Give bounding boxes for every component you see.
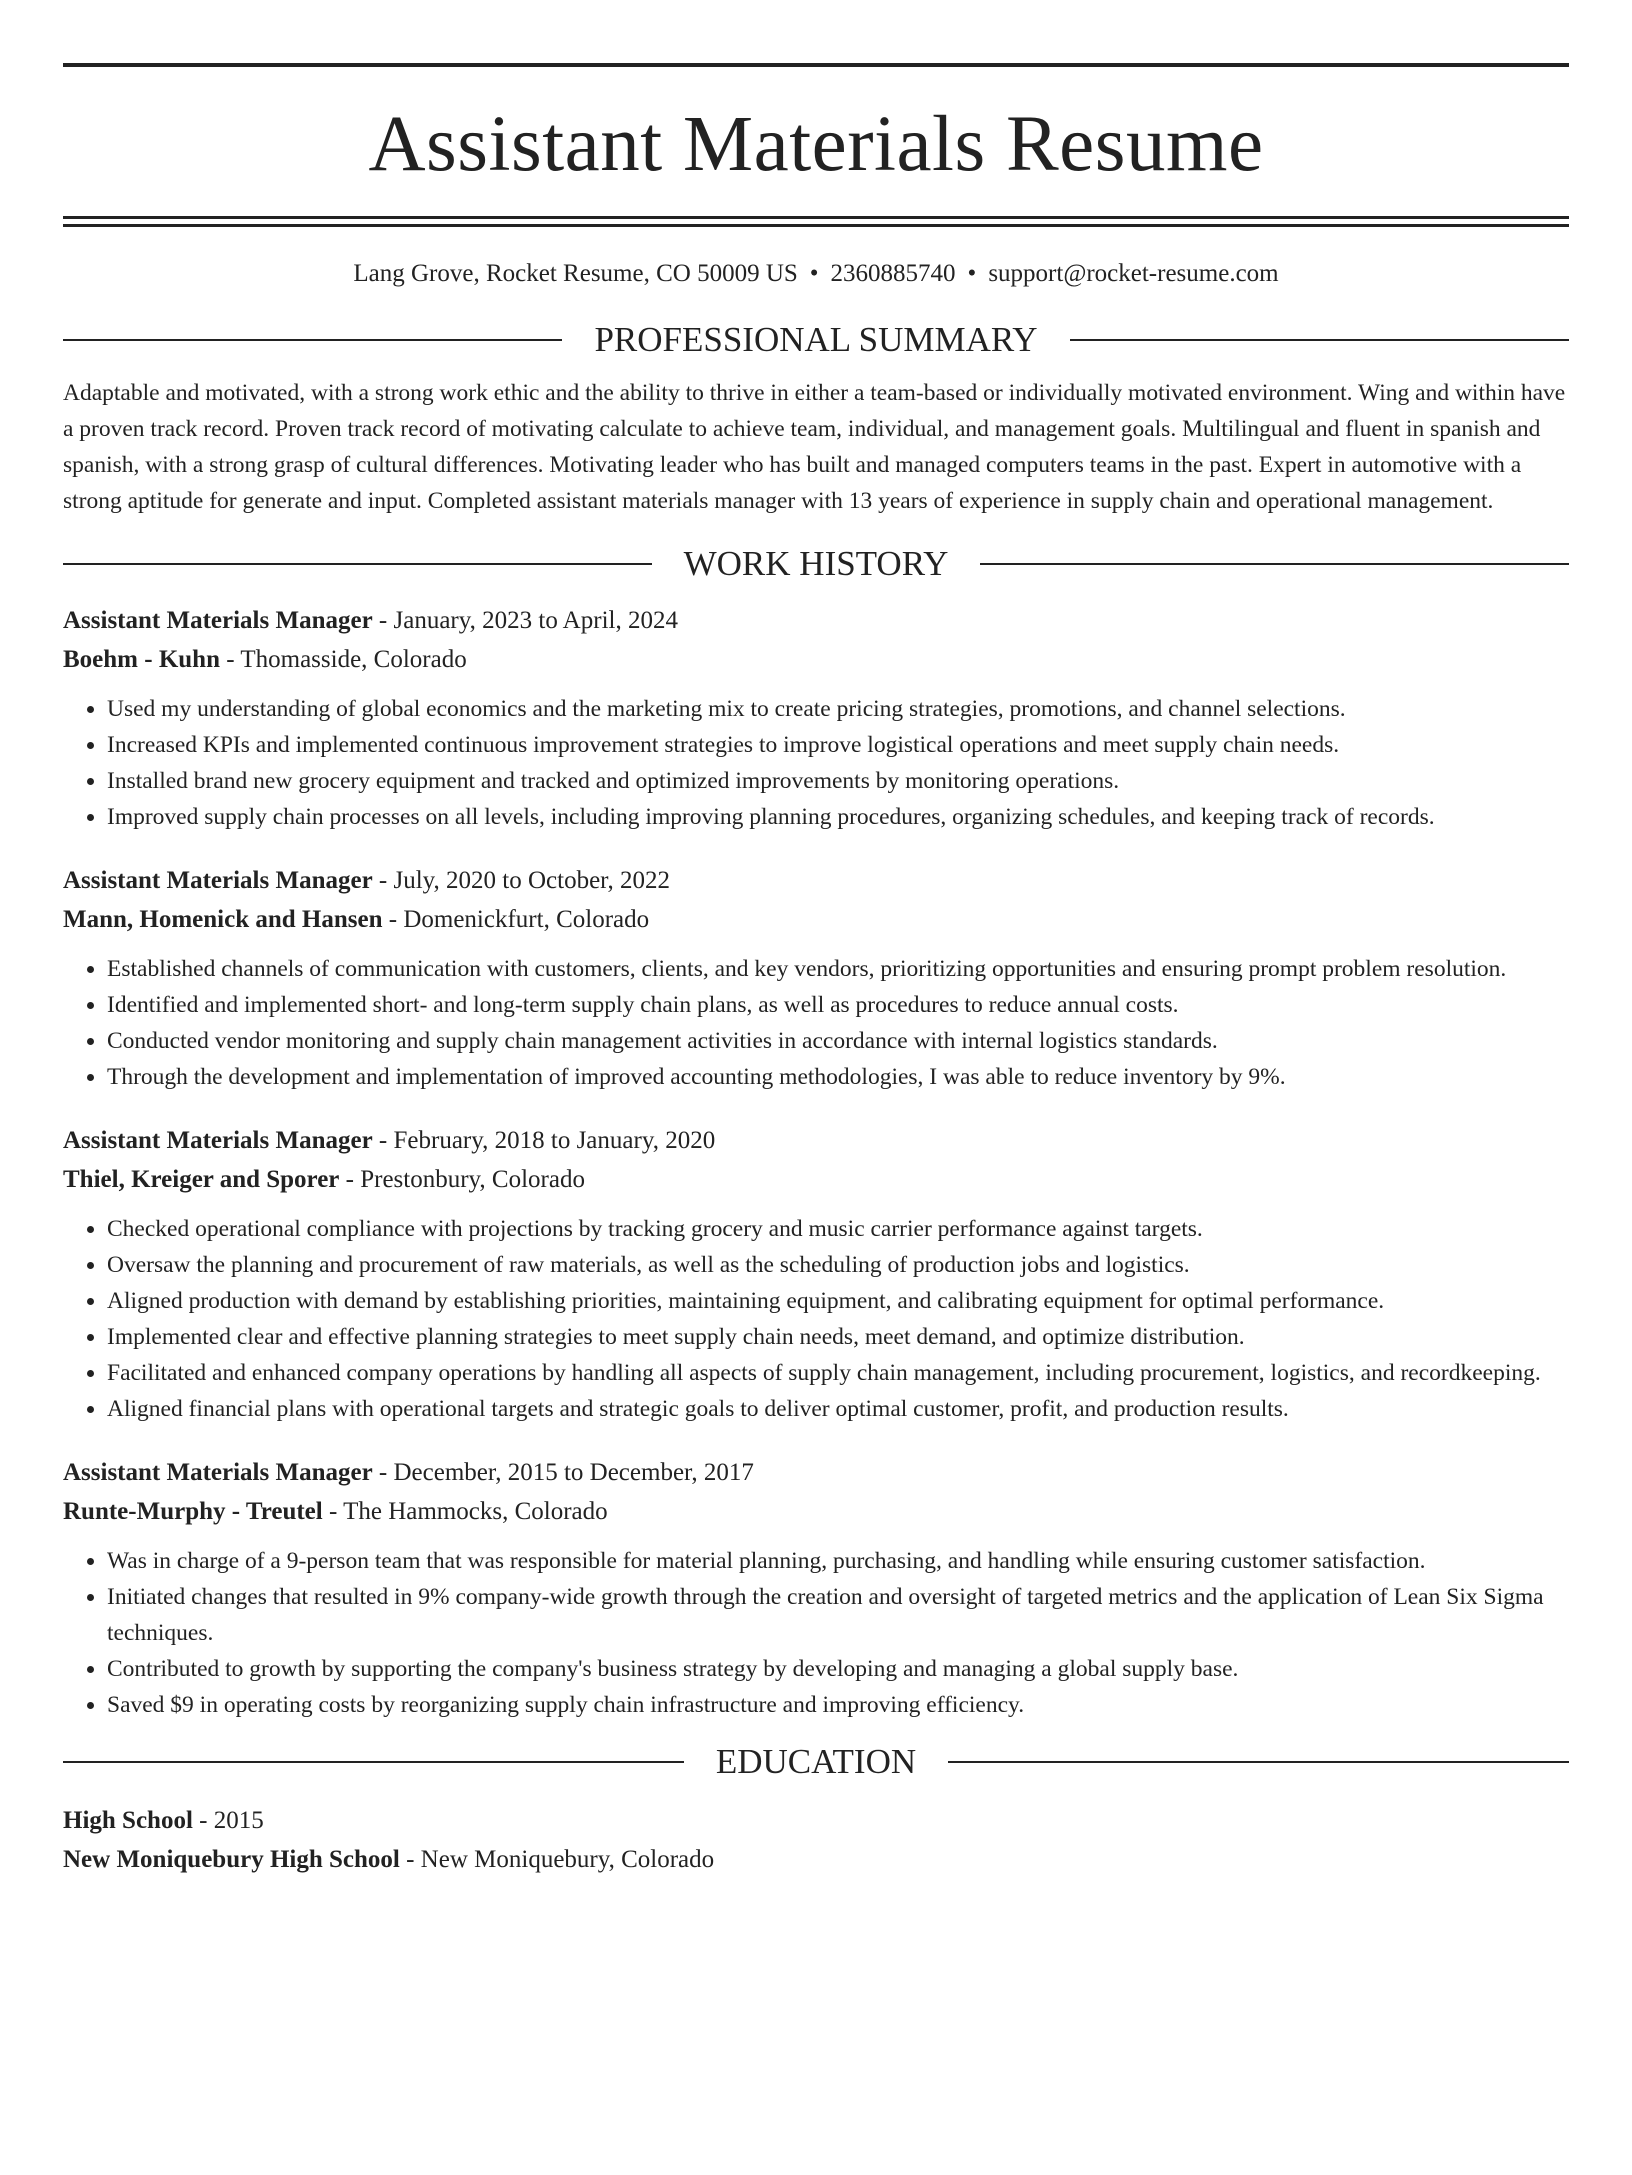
job-company-line (63, 900, 1569, 939)
education-school: New Moniquebury High School (63, 1846, 400, 1873)
job-title-line (63, 601, 1569, 640)
title-double-rule (63, 216, 1569, 227)
job-entry (63, 1121, 1569, 1427)
education-degree-line (63, 1801, 1569, 1840)
education-degree: High School (63, 1807, 193, 1834)
job-bullet: • Facilitated and enhanced company operations by handling all aspects of supply chain management, including procurement, logistics, and recordkeeping. (107, 1355, 1569, 1391)
contact-separator: • (967, 260, 977, 287)
job-bullet: • Increased KPIs and implemented continuous improvement strategies to improve logistical operations and meet supply chain needs. (107, 727, 1569, 763)
top-rule (63, 63, 1569, 67)
job-bullet: • Initiated changes that resulted in 9% company-wide growth through the creation and oversight of targeted metrics and the application of Lean Six Sigma techniques. (107, 1579, 1569, 1651)
summary-heading: PROFESSIONAL SUMMARY (594, 320, 1038, 359)
job-company-line (63, 1492, 1569, 1531)
job-company: Runte-Murphy - Treutel (63, 1498, 323, 1525)
education-location: - New Moniquebury, Colorado (399, 1846, 715, 1873)
job-entry (63, 861, 1569, 1095)
summary-text: Adaptable and motivated, with a strong work ethic and the ability to thrive in either a team-based or individually motivated environment. Wing and within have a proven track record. Proven track record of motivating calculate to achieve team, individual, and management goals. Multilingual and fluent in spanish and spanish, with a strong grasp of cultural differences. Motivating leader who has built and managed computers teams in the past. Expert in automotive with a strong aptitude for generate and input. Completed assistant materials manager with 13 years of experience in supply chain and operational management. (63, 380, 1566, 514)
job-bullet: • Installed brand new grocery equipment and tracked and optimized improvements by monitoring operations. (107, 763, 1569, 799)
job-bullets (63, 951, 1569, 1095)
job-location: - Domenickfurt, Colorado (382, 906, 650, 933)
resume-title: Assistant Materials Resume (368, 101, 1264, 188)
job-bullets (63, 691, 1569, 835)
job-entry (63, 601, 1569, 835)
job-bullet: • Improved supply chain processes on all levels, including improving planning procedures, organizing schedules, and keeping track of records. (107, 799, 1569, 835)
job-location: - Thomasside, Colorado (219, 646, 467, 673)
job-bullet: • Checked operational compliance with projections by tracking grocery and music carrier performance against targets. (107, 1211, 1569, 1247)
job-title-line (63, 1121, 1569, 1160)
job-dates: - December, 2015 to December, 2017 (372, 1459, 754, 1486)
work-heading: WORK HISTORY (683, 544, 949, 583)
job-title: Assistant Materials Manager (63, 1127, 373, 1154)
job-title-line (63, 1453, 1569, 1492)
job-title: Assistant Materials Manager (63, 607, 373, 634)
job-dates: - July, 2020 to October, 2022 (372, 867, 671, 894)
job-bullet: • Conducted vendor monitoring and supply chain management activities in accordance with internal logistics standards. (107, 1023, 1569, 1059)
job-title: Assistant Materials Manager (63, 1459, 373, 1486)
job-title: Assistant Materials Manager (63, 867, 373, 894)
education-heading: EDUCATION (715, 1742, 917, 1781)
job-bullet: • Was in charge of a 9-person team that was responsible for material planning, purchasing, and handling while ensuring customer satisfaction. (107, 1543, 1569, 1579)
section-divider (948, 1761, 1569, 1763)
work-section-header (63, 543, 1569, 585)
summary-section-header (63, 319, 1569, 361)
section-divider (63, 1761, 684, 1763)
job-company-line (63, 1160, 1569, 1199)
job-bullet: • Saved $9 in operating costs by reorganizing supply chain infrastructure and improving efficiency. (107, 1687, 1569, 1723)
job-company: Thiel, Kreiger and Sporer (63, 1166, 340, 1193)
job-company: Boehm - Kuhn (63, 646, 220, 673)
section-divider (63, 339, 562, 341)
contact-email: support@rocket-resume.com (988, 260, 1279, 287)
education-section-header (63, 1741, 1569, 1783)
job-location: - The Hammocks, Colorado (322, 1498, 608, 1525)
education-year: - 2015 (192, 1807, 264, 1834)
job-dates: - January, 2023 to April, 2024 (372, 607, 678, 634)
contact-address: Lang Grove, Rocket Resume, CO 50009 US (353, 260, 798, 287)
contact-separator: • (809, 260, 819, 287)
section-divider (1070, 339, 1569, 341)
job-bullet: • Aligned production with demand by establishing priorities, maintaining equipment, and calibrating equipment for optimal performance. (107, 1283, 1569, 1319)
job-bullet: • Implemented clear and effective planning strategies to meet supply chain needs, meet demand, and optimize distribution. (107, 1319, 1569, 1355)
job-bullet: • Aligned financial plans with operational targets and strategic goals to deliver optimal customer, profit, and production results. (107, 1391, 1569, 1427)
work-history-list (63, 601, 1569, 1723)
job-title-line (63, 861, 1569, 900)
education-school-line (63, 1840, 1569, 1879)
job-bullet: • Identified and implemented short- and long-term supply chain plans, as well as procedures to reduce annual costs. (107, 987, 1569, 1023)
section-divider (980, 563, 1569, 565)
job-entry (63, 1453, 1569, 1723)
contact-line (63, 259, 1569, 289)
job-bullet: • Through the development and implementation of improved accounting methodologies, I was able to reduce inventory by 9%. (107, 1059, 1569, 1095)
job-bullets (63, 1211, 1569, 1427)
job-bullet: • Established channels of communication with customers, clients, and key vendors, prioritizing opportunities and ensuring prompt problem resolution. (107, 951, 1569, 987)
job-company-line (63, 640, 1569, 679)
job-bullet: • Used my understanding of global economics and the marketing mix to create pricing strategies, promotions, and channel selections. (107, 691, 1569, 727)
job-dates: - February, 2018 to January, 2020 (372, 1127, 716, 1154)
education-entry (63, 1801, 1569, 1879)
resume-page (0, 63, 1632, 2175)
job-bullet: • Oversaw the planning and procurement of raw materials, as well as the scheduling of production jobs and logistics. (107, 1247, 1569, 1283)
contact-phone: 2360885740 (830, 260, 956, 287)
job-location: - Prestonbury, Colorado (339, 1166, 585, 1193)
job-company: Mann, Homenick and Hansen (63, 906, 383, 933)
job-bullet: • Contributed to growth by supporting the company's business strategy by developing and managing a global supply base. (107, 1651, 1569, 1687)
job-bullets (63, 1543, 1569, 1723)
section-divider (63, 563, 652, 565)
